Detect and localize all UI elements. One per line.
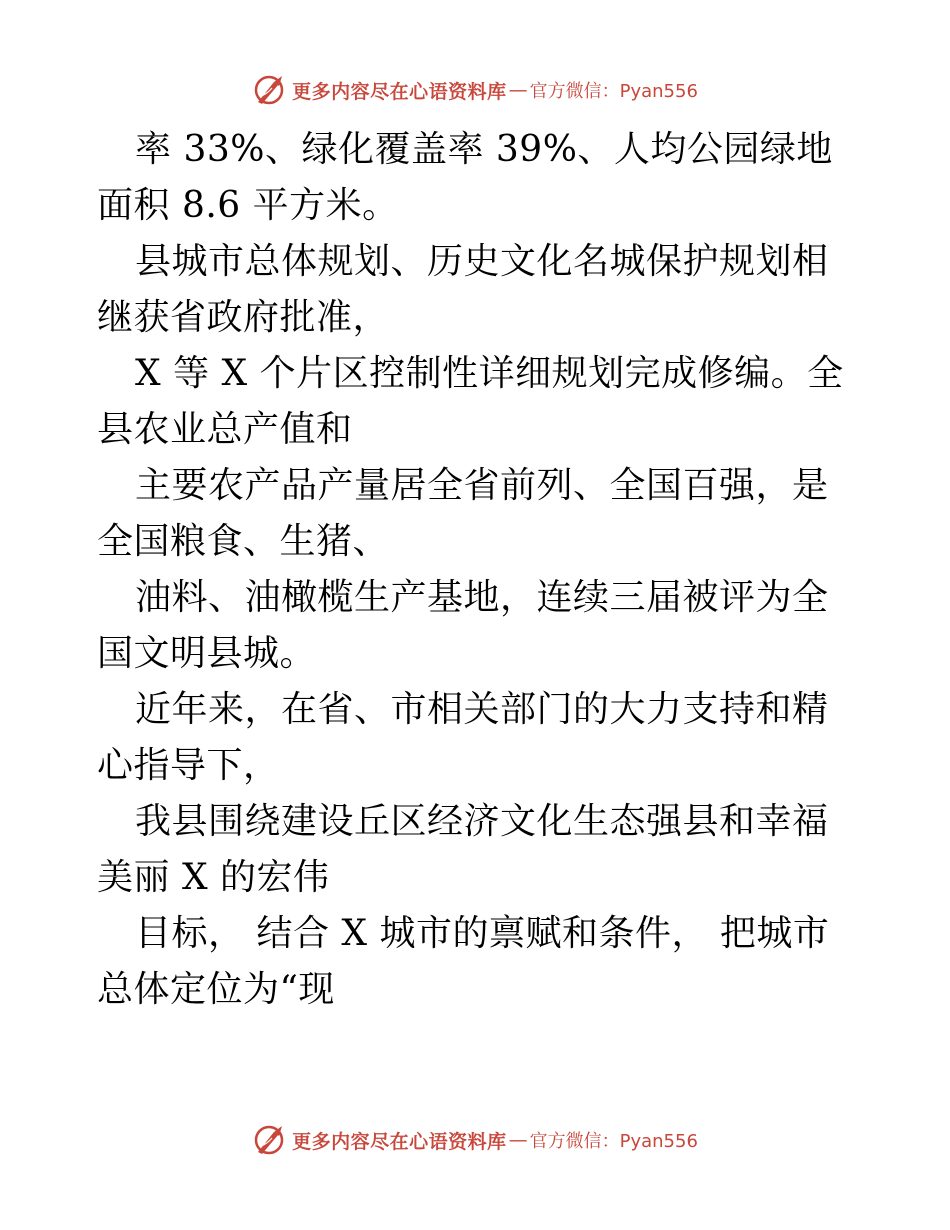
header-brand: 更多内容尽在心语资料库 (292, 80, 507, 103)
quill-pen-logo-icon (252, 73, 286, 107)
header-banner-text (292, 77, 698, 104)
footer-contact: 官方微信：Pyan556 (529, 1131, 698, 1152)
footer-banner-text (292, 1127, 698, 1154)
footer-separator: — (508, 1129, 528, 1151)
document-body (97, 122, 857, 1018)
paragraph-3: X 等 X 个片区控制性详细规划完成修编。全县农业总产值和 (97, 353, 844, 450)
paragraph-5: 油料、油橄榄生产基地，连续三届被评为全国文明县城。 (97, 577, 829, 674)
paragraph-4: 主要农产品产量居全省前列、全国百强，是全国粮食、生猪、 (97, 465, 829, 562)
paragraph-6: 近年来，在省、市相关部门的大力支持和精心指导下， (97, 689, 829, 786)
paragraph-1: 率 33%、绿化覆盖率 39%、人均公园绿地面积 8.6 平方米。 (97, 129, 833, 226)
footer-brand: 更多内容尽在心语资料库 (292, 1130, 507, 1153)
header-contact: 官方微信：Pyan556 (529, 81, 698, 102)
paragraph-2: 县城市总体规划、历史文化名城保护规划相继获省政府批准， (97, 241, 829, 338)
header-banner (0, 70, 950, 110)
paragraph-7: 我县围绕建设丘区经济文化生态强县和幸福美丽 X 的宏伟 (97, 801, 829, 898)
paragraph-8: 目标， 结合 X 城市的禀赋和条件， 把城市总体定位为“现 (97, 913, 830, 1010)
footer-banner (0, 1120, 950, 1160)
quill-pen-logo-icon (252, 1123, 286, 1157)
header-separator: — (508, 79, 528, 101)
